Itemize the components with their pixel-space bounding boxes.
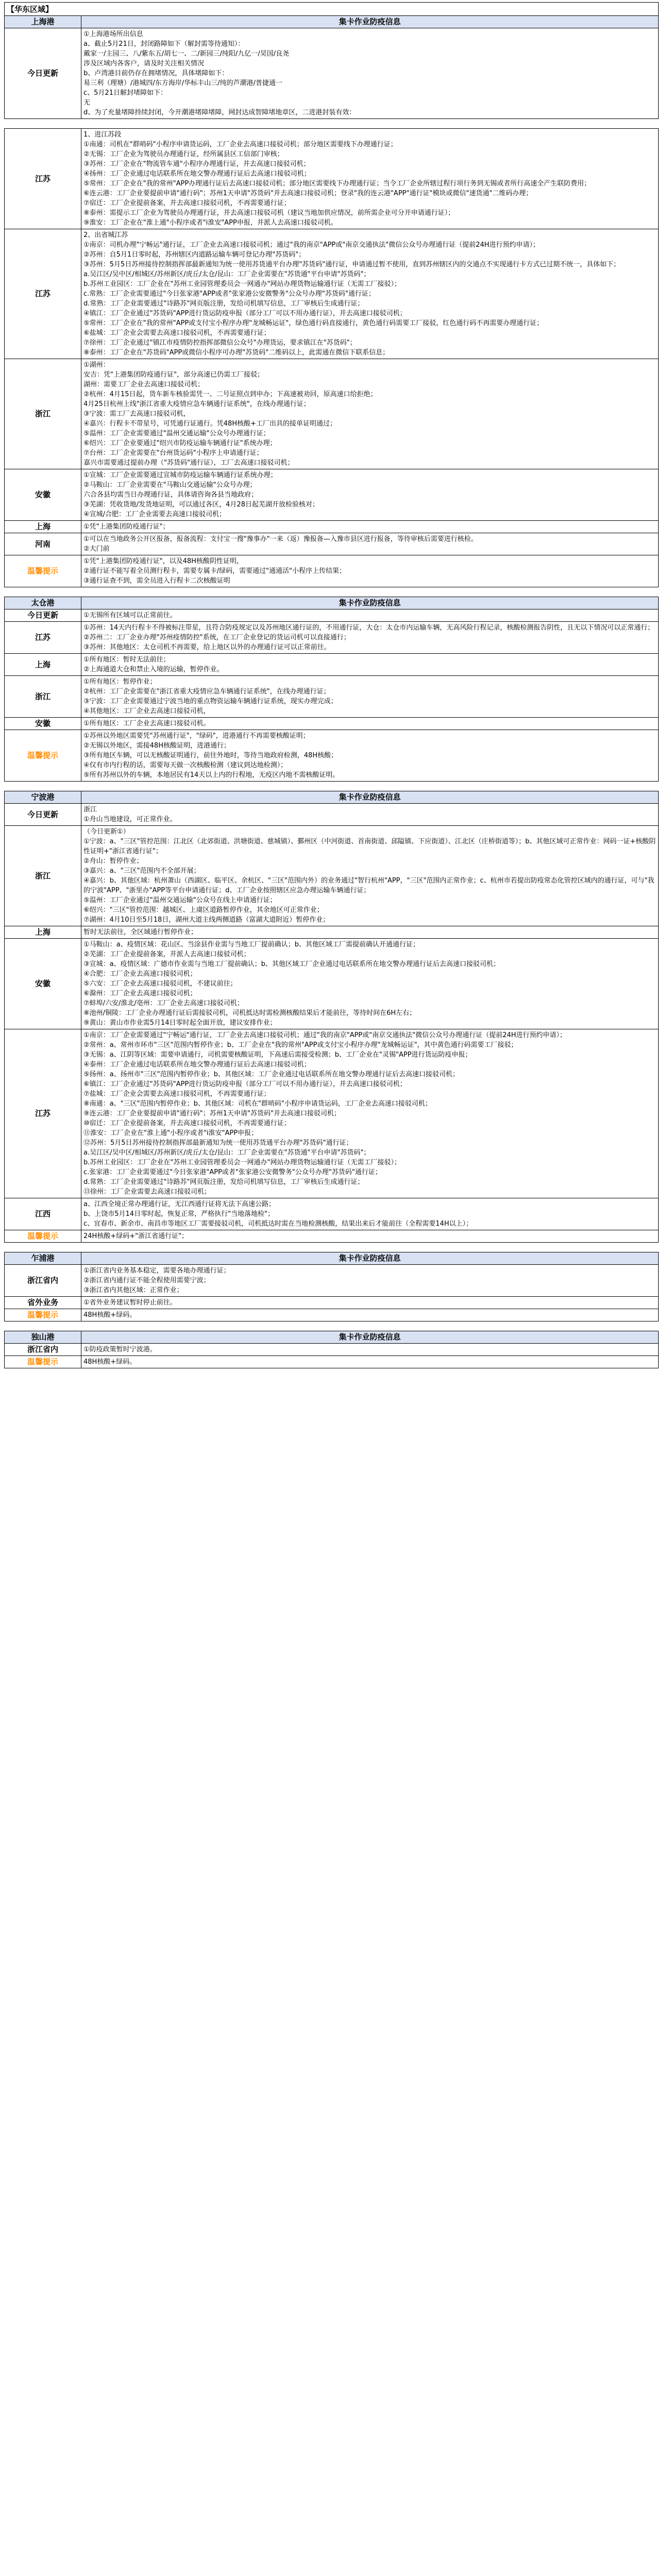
table-row xyxy=(5,609,659,622)
table-row xyxy=(5,1344,659,1356)
port-section-table xyxy=(4,1331,659,1368)
table-row xyxy=(5,1297,659,1309)
content-line: 安吉：凭"上港集团防疫通行证"，部分高速已仍需工厂接驳； xyxy=(83,371,264,379)
content-line: c.张家港：工厂企业需要通过"今日张家港"APP或者"张家港公安微警务"公众号办理"苏货码"通行证； xyxy=(83,1168,382,1176)
content-line: ③所有地区车辆，可以无核酸证明通行，前往外地时，等待当地政府检测，48H核酸； xyxy=(83,752,338,759)
row-label: 浙江省内 xyxy=(5,1344,81,1356)
content-line: ①所有地区：暂时无法前往； xyxy=(83,656,170,664)
content-line: 浙江 xyxy=(83,806,97,814)
table-row xyxy=(5,622,659,654)
content-line: ②无锡：工厂企业为驾驶员办理通行证，经所属县区工信部门审核； xyxy=(83,150,284,158)
content-line: ②大门前 xyxy=(83,545,110,553)
row-content xyxy=(81,1198,659,1230)
row-content xyxy=(81,804,659,826)
row-label: 江苏 xyxy=(5,1029,81,1198)
row-label: 今日更新 xyxy=(5,804,81,826)
content-line: ⑩宿迁：工厂企业提前备案，并去高速口接驳司机，不再需要通行证； xyxy=(83,1120,291,1127)
content-line: ①苏州：14天内行程卡不得被标注带星，且符合防疫规定以及苏州地区通行证的，不用通行证，大仓：太仓市内运输车辆，无高风险行程记录，核酸检测报告阴性，且无以下情况可以正常通行； xyxy=(83,624,655,632)
content-line: 涉及区域内各客户，请及时关注相关情况 xyxy=(83,60,205,67)
table-row xyxy=(5,129,659,229)
row-label: 温馨提示 xyxy=(5,1230,81,1243)
content-line: ②浙江省内通行证不能全程使用需要宁波； xyxy=(83,1277,210,1284)
content-line: 湖州：需要工厂企业去高速口接驳司机； xyxy=(83,381,205,388)
content-line: ①所有地区：暂停作业； xyxy=(83,678,157,686)
content-line: 48H核酸+绿码。 xyxy=(83,1311,137,1319)
content-line: b.苏州工业园区：工厂企业在"苏州工业园管理委员会一网通办"网站办理货物运输通行证（无需工厂接驳）； xyxy=(83,1159,401,1166)
table-row xyxy=(5,826,659,926)
sections-container xyxy=(4,15,667,1368)
row-content xyxy=(81,926,659,939)
content-line: a、江西全境正常办理通行证，无江西通行证将无法下高速公路； xyxy=(83,1200,275,1208)
content-line: ①南京：工厂企业需要通过"宁畅运"通行证，工厂企业去高速口接驳司机；通过"我的南京"APP或"南京交通执法"微信公众号办理通行证（提前24H进行预约申请）； xyxy=(83,1031,566,1039)
content-line: ⑨黄山：黄山市作业需5月14日零时起全面开放，建议安排作业； xyxy=(83,1019,277,1027)
content-line: ③苏州：工厂企业在"物流管车通"小程序办理通行证，并去高速口接驳司机； xyxy=(83,160,310,168)
row-content xyxy=(81,1265,659,1297)
content-line: ⑥绍兴："三区"管控范围：越城区、上虞区道路暂停作业，其余地区可正常作业； xyxy=(83,906,324,914)
content-line: ⑨淮安：工厂企业在"淮上通"小程序或者"i淮安"APP申报，并派人去高速口接驳司机。 xyxy=(83,219,338,227)
content-line: a.吴江区/吴中区/相城区/苏州新区/虎丘/太仓/昆山：工厂企业需要在"苏货通"平台申请"苏货码"； xyxy=(83,1149,371,1157)
row-label: 上海 xyxy=(5,654,81,676)
content-line: ①所有地区：工厂企业去高速口接驳司机。 xyxy=(83,720,210,727)
row-content xyxy=(81,939,659,1029)
content-line: ④镇江：工厂企业通过"苏货码"APP进行货运防疫申报（部分工厂可以不用办通行证），并去高速口接驳司机； xyxy=(83,310,407,317)
row-label: 安徽 xyxy=(5,939,81,1029)
content-line: ⑤所有苏州以外的车辆，本地居民有14天以上内的行程地，无疫区内地不需核酸证明。 xyxy=(83,771,340,779)
row-content xyxy=(81,533,659,555)
content-line: ③浙江省内其他区域：正常作业； xyxy=(83,1286,183,1294)
content-line: ⑦宿迁：工厂企业提前备案，并去高速口接驳司机，不再需要通行证； xyxy=(83,199,291,207)
content-line: ②苏州：自5月1日零时起，苏州辖区内道路运输车辆可登记办理"苏货码"； xyxy=(83,251,306,259)
section-header-row xyxy=(5,1252,659,1265)
content-line: ⑧泰州：需提示工厂企业为驾驶员办理通行证，并去高速口接驳司机（建议当地加供应情况，前所需企业可分开申请通行证）； xyxy=(83,209,455,217)
row-label: 温馨提示 xyxy=(5,730,81,782)
content-line: ⑥连云港：工厂企业要提前申请"通行码"；苏州1天申请"苏货码"并去高速口接驳司机；登录"我的连云港"APP"通行证"模块或微信"速货通"二维码办理； xyxy=(83,190,533,197)
port-section-table xyxy=(4,15,659,119)
port-name: 乍浦港 xyxy=(5,1252,81,1265)
content-line: ③宁波：工厂企业需要通过宁波当地的重点物资运输车辆通行证系统，现实办理完成； xyxy=(83,698,338,705)
row-content xyxy=(81,622,659,654)
row-label: 河南 xyxy=(5,533,81,555)
content-line: ③苏州：其他地区：太仓司机不再需要，给上地区以外的办理通行证可以正常前往。 xyxy=(83,643,331,651)
content-line: ⑫苏州：5月5日苏州接待控制指挥部最新通知为统一使用苏货通平台办理"苏货码"通行证； xyxy=(83,1139,353,1147)
table-row xyxy=(5,730,659,782)
content-line: ⑥盐城：工厂企业会需要去高速口接驳司机，不再需要通行证； xyxy=(83,329,271,337)
section-header-row xyxy=(5,791,659,804)
row-label: 江苏 xyxy=(5,622,81,654)
section-title: 集卡作业防疫信息 xyxy=(81,1331,659,1344)
content-line: ④嘉兴：行程卡不带星号，可凭通行证通行。凭48H核酸+工厂出具的接单证明通过； xyxy=(83,420,337,428)
content-line: ③宁波：需工厂去高速口接驳司机， xyxy=(83,410,190,418)
content-line: ①宁波：a、"三区"管控范围：江北区（北郊街道、洪塘街道、慈城镇）、鄞州区（中河街道、首南街道、邱隘镇、下应街道）、江北区（庄桥街道等）；b、其他区域可正常作业：网码一证+核酸阴性证明+"浙江省通行证"； xyxy=(83,838,656,855)
content-line: ⑪淮安：工厂企业在"淮上通"小程序或者"i淮安"APP申报； xyxy=(83,1129,258,1137)
row-label: 温馨提示 xyxy=(5,555,81,587)
table-row xyxy=(5,1265,659,1297)
content-line: ①上海港场所出信息 xyxy=(83,30,143,38)
section-title: 集卡作业防疫信息 xyxy=(81,791,659,804)
content-line: ⑤扬州：a、扬州市"三区"范围内暂停作业；b、其他区域：工厂企业通过电话联系所在地交警办理通行证后去高速口接驳司机； xyxy=(83,1071,459,1078)
content-line: ②杭州：4月15日起，货车新车核验需凭一、二号证照点到申办；下高速被劝回，原高速口给拒绝； xyxy=(83,391,377,398)
content-line: ②马鞍山：工厂企业需要在"马鞍山交通运输"公众号办理； xyxy=(83,481,257,489)
content-line: b、卢湾港目前仍存在拥堵情况，具体堵障如下： xyxy=(83,70,229,77)
table-row xyxy=(5,676,659,718)
row-label: 江苏 xyxy=(5,129,81,229)
row-label: 浙江 xyxy=(5,826,81,926)
content-line: 暂时无法前往，全区域通行暂停作业； xyxy=(83,928,198,936)
content-line: ④其他地区：工厂企业去高速口接驳司机， xyxy=(83,707,210,715)
row-content xyxy=(81,1356,659,1368)
row-content xyxy=(81,469,659,521)
port-name: 上海港 xyxy=(5,16,81,28)
content-line: ⑦台州：工厂企业需要在"台州货运码"小程序上申请通行证； xyxy=(83,449,263,457)
row-content xyxy=(81,826,659,926)
content-line: ①防疫政策暂时宁波港。 xyxy=(83,1346,157,1353)
row-label: 今日更新 xyxy=(5,609,81,622)
table-row xyxy=(5,533,659,555)
row-content xyxy=(81,1297,659,1309)
row-content xyxy=(81,521,659,533)
table-row xyxy=(5,1198,659,1230)
row-label: 安徽 xyxy=(5,718,81,730)
content-line: 嘉兴市需要通过提前办理（"苏货码"通行证），工厂去高速口接驳司机； xyxy=(83,459,294,467)
row-content xyxy=(81,676,659,718)
content-line: ③宣城：a、疫情区域：广德市作业需与当地工厂提前确认；b、其他区域工厂企业通过电话联系所在地交警办理通行证后去高速口接驳司机； xyxy=(83,960,500,968)
row-label: 浙江省内 xyxy=(5,1265,81,1297)
content-line: ②苏州二：工厂企业办理"苏州疫情防控"系统，在工厂企业登记的货运司机可以直接通行； xyxy=(83,634,350,641)
content-line: ③嘉兴：a、"三区"范围内不全部开展； xyxy=(83,867,200,875)
content-line: 六合各县均需当日办理通行证，具体请咨询各县当地政府； xyxy=(83,491,258,499)
content-line: 无 xyxy=(83,99,91,107)
row-content xyxy=(81,1344,659,1356)
content-line: c、5月21日解封堵障如下： xyxy=(83,89,167,97)
table-row xyxy=(5,28,659,119)
content-line: ③苏州：5月5日苏州接待控制指挥部最新通知为统一使用苏货通平台办理"苏货码"通行证，申请通过暂不使用，直到苏州辖区内的交通点不实现通行卡方式已过期不统一，具体如下； xyxy=(83,261,620,268)
content-line: ③芜湖：凭收货地/发货地证明，可以通过各区，4月28日起芜湖开放检验核对； xyxy=(83,501,319,509)
content-line: ①可以在当地政务公开区报备，报备流程：支付宝一搜"豫事办"一来（返）豫报备—入豫市县区进行报备，等待审核后需要进行核检。 xyxy=(83,535,478,543)
table-row xyxy=(5,359,659,469)
row-label: 上海 xyxy=(5,521,81,533)
content-line: ①马鞍山：a、疫情区域：花山区、当涂县作业需与当地工厂提前确认；b、其他区域工厂需提前确认开通通行证； xyxy=(83,941,420,948)
content-line: d、为了充量堵障持续封闭，今开潮港堵障堵障，网封达成智障堵地章区，二进港封装有效： xyxy=(83,109,356,116)
row-content xyxy=(81,1309,659,1321)
row-label: 省外业务 xyxy=(5,1297,81,1309)
row-label: 浙江 xyxy=(5,359,81,469)
content-line: ⑤常州：工厂企业在"我的常州"APP或支付宝小程序办理"龙城畅运证"，绿色通行码直接通行，黄色通行码需要工厂接驳，红色通行码不再需要办理通行证； xyxy=(83,319,544,327)
content-line: ④仅有市内行程的话，需要每天做一次核酸检测（建议到达地检测）； xyxy=(83,761,288,769)
content-line: ⑧池州/铜陵：工厂企业办理通行证后需接驳司机，司机抵达时需检测核酸结果后才能前往，等待时间在6H左右； xyxy=(83,1009,416,1017)
port-name: 独山港 xyxy=(5,1331,81,1344)
table-row xyxy=(5,229,659,359)
content-line: ⑥滁州：工厂企业去高速口接驳司机； xyxy=(83,990,197,997)
content-line: 易三利（理塘）/港城四/东方海岸/华标丰山三/纯的芦潮港/普捷通一 xyxy=(83,79,282,87)
content-line: ⑧泰州：工厂企业在"苏货码"APP或微信小程序可办理"苏货码"二维码以上，此需通在微信下联系信息； xyxy=(83,349,390,357)
region-header: 【华东区域】 xyxy=(4,2,659,15)
content-line: ⑤常州：工厂企业在"我的常州"APP办理通行证后去高速口接驳司机；部分地区需要线下办理通行证；当令工厂企业所辖过程行项行务到无锡或者所行高速全产生联防费用； xyxy=(83,180,591,188)
port-section-table xyxy=(4,1252,659,1321)
content-line: ⑥镇江：工厂企业通过"苏货码"APP进行货运防疫申报（部分工厂可以不用办通行证），并去高速口接驳司机； xyxy=(83,1080,407,1088)
content-line: ⑧南通：a、"三区"范围内暂停作业；b、其他区域：司机在"群哨码"小程序申请货运码，工厂企业去高速口接驳司机； xyxy=(83,1100,432,1108)
content-line: ⑦蚌埠/六安/淮北/亳州：工厂企业去高速口接驳司机； xyxy=(83,999,244,1007)
content-line: ②芜湖：工厂企业提前备案，并派人去高速口接驳司机； xyxy=(83,951,250,958)
row-label: 浙江 xyxy=(5,676,81,718)
row-content xyxy=(81,129,659,229)
content-line: ①凭"上港集团防疫通行证"，以及48H核酸阴性证明， xyxy=(83,557,243,565)
content-line: ①浙江省内业务基本稳定，需要各地办理通行证； xyxy=(83,1267,230,1275)
content-line: ⑦徐州：工厂企业通过"镇江市疫情防控指挥部微信公众号"办理货运，要求镇江在"苏货码"； xyxy=(83,339,357,347)
table-row xyxy=(5,1356,659,1368)
row-label: 江西 xyxy=(5,1198,81,1230)
content-line: ⑬徐州：工厂企业需要去高速口接驳司机； xyxy=(83,1188,211,1196)
content-line: ①舟山当地建设，可正常作业。 xyxy=(83,816,177,823)
section-title: 集卡作业防疫信息 xyxy=(81,16,659,28)
table-row xyxy=(5,521,659,533)
content-line: a.吴江区/吴中区/相城区/苏州新区/虎丘/太仓/昆山：工厂企业需要在"苏货通"平台申请"苏货码"； xyxy=(83,270,371,278)
content-line: ④扬州：工厂企业通过电话联系所在地交警办理通行证后去高速口接驳司机； xyxy=(83,170,311,178)
content-line: ①凭"上港集团防疫通行证"； xyxy=(83,523,170,531)
content-line: ①苏州以外地区需要凭"苏州通行证"，"绿码"，进港通行不再需要核酸证明； xyxy=(83,732,310,740)
table-row xyxy=(5,926,659,939)
content-line: a、截止5月21日，封闭路障如下（解封需等待通知）： xyxy=(83,40,245,48)
section-header-row xyxy=(5,1331,659,1344)
row-label: 温馨提示 xyxy=(5,1356,81,1368)
row-label: 安徽 xyxy=(5,469,81,521)
table-row xyxy=(5,718,659,730)
content-line: ⑥绍兴：工厂企业要通过"绍兴市防疫运输车辆通行证"系统办理； xyxy=(83,439,277,447)
content-line: ④宣城/合肥：工厂企业需要去高速口接驳司机； xyxy=(83,511,226,518)
content-line: ⑨连云港：工厂企业要提前申请"通行码"；苏州1天申请"苏货码"并去高速口接驳司机； xyxy=(83,1110,341,1117)
content-line: ⑦盐城：工厂企业会需要去高速口接驳司机，不再需要通行证； xyxy=(83,1090,271,1098)
content-line: c.常熟：工厂企业需要通过"今日张家港"APP或者"张家港公安微警务"公众号办理"苏货码"通行证； xyxy=(83,290,375,298)
content-line: ②杭州：工厂企业需要在"浙江省重大疫情应急车辆通行证系统"，在线办理通行证； xyxy=(83,688,330,696)
row-content xyxy=(81,1029,659,1198)
content-line: d.常熟：工厂企业需要通过"诗路苏"网页版注册，发给司机填写信息，工厂审核后生成通行证； xyxy=(83,300,364,308)
content-line: ②常州：a、常州市环市"三区"范围内暂停作业；b、工厂企业在"我的常州"APP或支付宝小程序办理"龙城畅运证"，其中黄色通行码需要工厂接驳； xyxy=(83,1041,518,1049)
row-content xyxy=(81,359,659,469)
content-line: ①南通：司机在"群哨码"小程序申请货运码，工厂企业去高速口接驳司机；部分地区需要线下办理通行证； xyxy=(83,141,397,148)
content-line: ⑤温州：工厂企业需要通过"温州交通运输"公众号办理通行证； xyxy=(83,430,270,437)
content-line: （今日更新①） xyxy=(83,828,130,836)
content-line: ②无锡以外地区，需接48H核酸证明，进港通行； xyxy=(83,742,230,750)
row-label: 上海 xyxy=(5,926,81,939)
row-content xyxy=(81,718,659,730)
port-section-table xyxy=(4,791,659,1243)
row-content xyxy=(81,609,659,622)
content-line: 24H核酸+绿码+"浙江省通行证"； xyxy=(83,1232,189,1240)
content-line: 戴家一/主园三、八/紫东五/胡七一、二/新园三/纯阳/九亿一/昊国/良尧 xyxy=(83,50,290,58)
table-row xyxy=(5,939,659,1029)
content-line: ④合肥：工厂企业去高速口接驳司机； xyxy=(83,970,197,978)
content-line: ①省外业务建议暂时停止前往。 xyxy=(83,1299,177,1307)
content-line: ②舟山：暂停作业； xyxy=(83,857,143,865)
row-content xyxy=(81,654,659,676)
content-line: ①宣城：工厂企业需要通过宣城市防疫运输车辆通行证系统办理； xyxy=(83,471,277,479)
content-line: ⑦湖州：4月10日至5月18日，湖州大道主线两侧道路（富湖大道附近）暂停作业； xyxy=(83,916,330,924)
content-line: ③通行证查不到，需全员进入行程卡二次核酸证明 xyxy=(83,577,230,585)
section-title: 集卡作业防疫信息 xyxy=(81,1252,659,1265)
table-row xyxy=(5,654,659,676)
table-row xyxy=(5,469,659,521)
row-content xyxy=(81,1230,659,1243)
row-label: 今日更新 xyxy=(5,28,81,119)
port-name: 太仓港 xyxy=(5,597,81,609)
content-line: ⑤温州：工厂企业通过"温州交通运输"公众号在线上申请通行证； xyxy=(83,896,277,904)
table-row xyxy=(5,1309,659,1321)
content-line: 2、出省城江苏 xyxy=(83,231,128,239)
content-line: c、宜春市、新余市、南昌市等地区工厂需要接驳司机，司机抵达时需在当地检测核酸，结果出来后才能前往（全程需要14H以上）； xyxy=(83,1220,473,1228)
section-header-row xyxy=(5,16,659,28)
table-row xyxy=(5,804,659,826)
section-header-row xyxy=(5,597,659,609)
table-row xyxy=(5,1029,659,1198)
content-line: ②通行证不能写着全员测行程卡，需要专属卡/绿码，需要通过"通通活"小程序上传结果； xyxy=(83,567,346,575)
content-line: ④嘉兴：b、其他区域：杭州萧山（西湖区、临平区、余杭区、"三区"范围内外）的业务通过"智行杭州"APP，"三区"范围内正常作业；c、杭州市若提出防疫常态化管控区域内的通行证，可与"我的宁波"APP、"浙里办"APP等平台申请通行证；d、工厂企业按照辖区应急办理运输车辆通行证； xyxy=(83,877,655,894)
section-title: 集卡作业防疫信息 xyxy=(81,597,659,609)
row-content xyxy=(81,730,659,782)
row-content xyxy=(81,229,659,359)
row-content xyxy=(81,555,659,587)
content-line: ①无锡所有区域可以正常前往。 xyxy=(83,612,177,619)
port-section-table xyxy=(4,597,659,782)
content-line: ④泰州：工厂企业通过电话联系所在地交警办理通行证后去高速口接驳司机； xyxy=(83,1061,311,1069)
content-line: 1、进江苏段 xyxy=(83,131,122,139)
port-section-table xyxy=(4,128,659,587)
content-line: ⑤六安：工厂企业去高速口接驳司机，不建议前往； xyxy=(83,980,237,988)
table-row xyxy=(5,555,659,587)
content-line: 4月25日杭州上线"浙江省重大疫情应急车辆通行证系统"，在线办理通行证； xyxy=(83,400,310,408)
row-content xyxy=(81,28,659,119)
content-line: b、上饶市5月14日零时起，恢复正常，严格执行"当地落地检"； xyxy=(83,1210,275,1218)
content-line: ①南京：司机办理"宁畅运"通行证，工厂企业去高速口接驳司机；通过"我的南京"APP或"南京交通执法"微信公众号办理通行证（提前24H进行预约申请）； xyxy=(83,241,540,249)
row-label: 温馨提示 xyxy=(5,1309,81,1321)
content-line: 48H核酸+绿码。 xyxy=(83,1358,137,1366)
content-line: ③无锡：a、江阴等区域：需要申请通行，司机需要核酸证明，下高速后需接受检测；b、工厂企业在"灵锡"APP进行货运防疫申报； xyxy=(83,1051,472,1059)
port-name: 宁波港 xyxy=(5,791,81,804)
content-line: b.苏州工业园区：工厂企业在"苏州工业园管理委员会一网通办"网站办理货物运输通行证（无需工厂接驳）； xyxy=(83,280,401,288)
content-line: d.常熟：工厂企业需要通过"诗路苏"网页版注册，发给司机填写信息，工厂审核后生成通行证； xyxy=(83,1178,364,1186)
row-label: 江苏 xyxy=(5,229,81,359)
table-row xyxy=(5,1230,659,1243)
content-line: ②上海通道大仓和禁止入境的运输，暂停作业。 xyxy=(83,666,224,673)
content-line: ①湖州： xyxy=(83,361,110,369)
